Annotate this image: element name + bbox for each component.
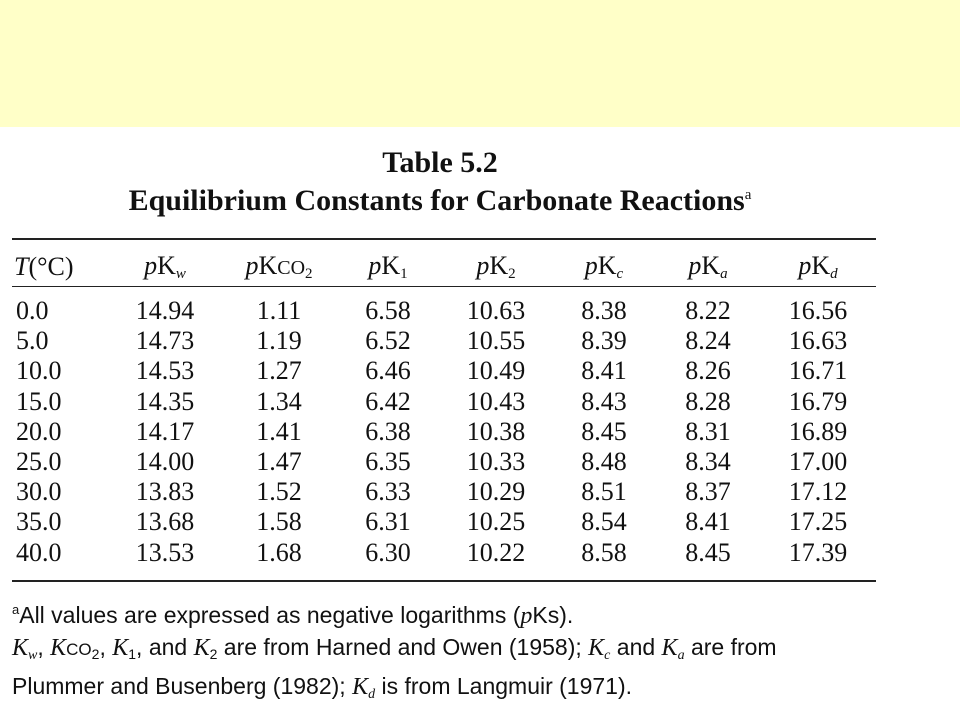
cell-pkc: 8.41	[581, 356, 627, 386]
cell-pka: 8.45	[685, 537, 731, 567]
cell-pkw: 14.35	[135, 386, 195, 416]
cell-pk1: 6.38	[365, 416, 411, 446]
footnote-line-3: Plummer and Busenberg (1982); Kd is from Langmuir (1971).	[12, 672, 633, 702]
col-header-pkco2: pKCO$_2$	[245, 251, 313, 282]
cell-pk1: 6.33	[365, 477, 411, 507]
cell-pkc: 8.45	[581, 416, 627, 446]
cell-pk2: 10.22	[466, 537, 526, 567]
cell-pkco2: 1.58	[256, 507, 302, 537]
cell-pkco2: 1.11	[256, 296, 302, 326]
cell-pka: 8.26	[685, 356, 731, 386]
cell-temperature: 30.0	[16, 477, 62, 507]
cell-temperature: 15.0	[16, 386, 62, 416]
col-header-temperature: T(°C)	[14, 252, 74, 281]
cell-pkc: 8.43	[581, 386, 627, 416]
cell-pk2: 10.29	[466, 477, 526, 507]
cell-pkw: 14.73	[135, 326, 195, 356]
cell-pkc: 8.48	[581, 447, 627, 477]
table-number: Table 5.2	[382, 146, 498, 179]
cell-pkw: 14.53	[135, 356, 195, 386]
cell-pka: 8.22	[685, 296, 731, 326]
cell-pkco2: 1.52	[256, 477, 302, 507]
cell-pkc: 8.51	[581, 477, 627, 507]
cell-pka: 8.41	[685, 507, 731, 537]
cell-pkc: 8.54	[581, 507, 627, 537]
cell-pkw: 14.94	[135, 296, 195, 326]
footnote-mark: a	[12, 602, 20, 617]
table-row	[12, 356, 876, 386]
table-title	[0, 184, 880, 218]
col-header-pk2: $pK_2$	[476, 251, 516, 282]
cell-pka: 8.37	[685, 477, 731, 507]
table-row	[12, 447, 876, 477]
cell-temperature: 0.0	[16, 296, 49, 326]
col-header-pka: pKa	[688, 251, 728, 282]
cell-pkd: 16.63	[788, 326, 848, 356]
top-rule	[12, 238, 876, 240]
table-body	[12, 288, 876, 568]
cell-pkco2: 1.34	[256, 386, 302, 416]
cell-pk2: 10.25	[466, 507, 526, 537]
cell-pk1: 6.31	[365, 507, 411, 537]
col-header-pkc: pKc	[584, 251, 624, 282]
cell-pkw: 13.68	[135, 507, 195, 537]
cell-pka: 8.34	[685, 447, 731, 477]
cell-pkw: 13.53	[135, 537, 195, 567]
cell-pk1: 6.46	[365, 356, 411, 386]
cell-temperature: 25.0	[16, 447, 62, 477]
cell-temperature: 35.0	[16, 507, 62, 537]
cell-pkco2: 1.47	[256, 447, 302, 477]
cell-pkd: 16.79	[788, 386, 848, 416]
cell-pkd: 17.25	[788, 507, 848, 537]
cell-pk1: 6.52	[365, 326, 411, 356]
constants-table	[12, 246, 876, 568]
cell-temperature: 40.0	[16, 537, 62, 567]
cell-pk2: 10.49	[466, 356, 526, 386]
table-row	[12, 507, 876, 537]
footnotes	[12, 594, 882, 710]
cell-temperature: 5.0	[16, 326, 49, 356]
cell-pkd: 16.56	[788, 296, 848, 326]
header-band	[0, 0, 960, 127]
cell-pka: 8.28	[685, 386, 731, 416]
cell-pka: 8.31	[685, 416, 731, 446]
title-footnote-mark: a	[744, 187, 752, 203]
header-row	[12, 246, 876, 288]
cell-pk2: 10.55	[466, 326, 526, 356]
footnote-1-text: All values are expressed as negative logarithms (pKs).	[19, 601, 574, 629]
cell-pkd: 16.71	[788, 356, 848, 386]
footnote-line-2: Kw, KCO2, K1, and K2 are from Harned and Owen (1958); Kc and Ka are from	[12, 633, 777, 663]
cell-pkco2: 1.19	[256, 326, 302, 356]
cell-pkd: 16.89	[788, 416, 848, 446]
cell-pkw: 13.83	[135, 477, 195, 507]
footnote-line-1	[12, 594, 882, 632]
cell-pk1: 6.35	[365, 447, 411, 477]
cell-temperature: 20.0	[16, 416, 62, 446]
cell-pkd: 17.39	[788, 537, 848, 567]
table-row	[12, 477, 876, 507]
table-row	[12, 538, 876, 568]
cell-pkw: 14.17	[135, 416, 195, 446]
col-header-pk1: $pK_1$	[368, 251, 408, 282]
cell-pkc: 8.39	[581, 326, 627, 356]
table-title-text: Equilibrium Constants for Carbonate Reactions	[128, 184, 745, 217]
cell-pka: 8.24	[685, 326, 731, 356]
bottom-rule	[12, 580, 876, 582]
table-row	[12, 326, 876, 356]
cell-pkco2: 1.68	[256, 537, 302, 567]
cell-pk2: 10.38	[466, 416, 526, 446]
cell-pkd: 17.12	[788, 477, 848, 507]
cell-pk2: 10.63	[466, 296, 526, 326]
cell-pkco2: 1.27	[256, 356, 302, 386]
cell-pkco2: 1.41	[256, 416, 302, 446]
cell-pkd: 17.00	[788, 447, 848, 477]
cell-pk2: 10.33	[466, 447, 526, 477]
cell-pkc: 8.58	[581, 537, 627, 567]
cell-pk2: 10.43	[466, 386, 526, 416]
cell-temperature: 10.0	[16, 356, 62, 386]
cell-pk1: 6.58	[365, 296, 411, 326]
table-row	[12, 417, 876, 447]
col-header-pkw: pKw	[144, 251, 186, 282]
table-row	[12, 387, 876, 417]
cell-pkw: 14.00	[135, 447, 195, 477]
cell-pk1: 6.30	[365, 537, 411, 567]
cell-pkc: 8.38	[581, 296, 627, 326]
table-row	[12, 288, 876, 326]
col-header-pkd: pKd	[798, 251, 838, 282]
cell-pk1: 6.42	[365, 386, 411, 416]
